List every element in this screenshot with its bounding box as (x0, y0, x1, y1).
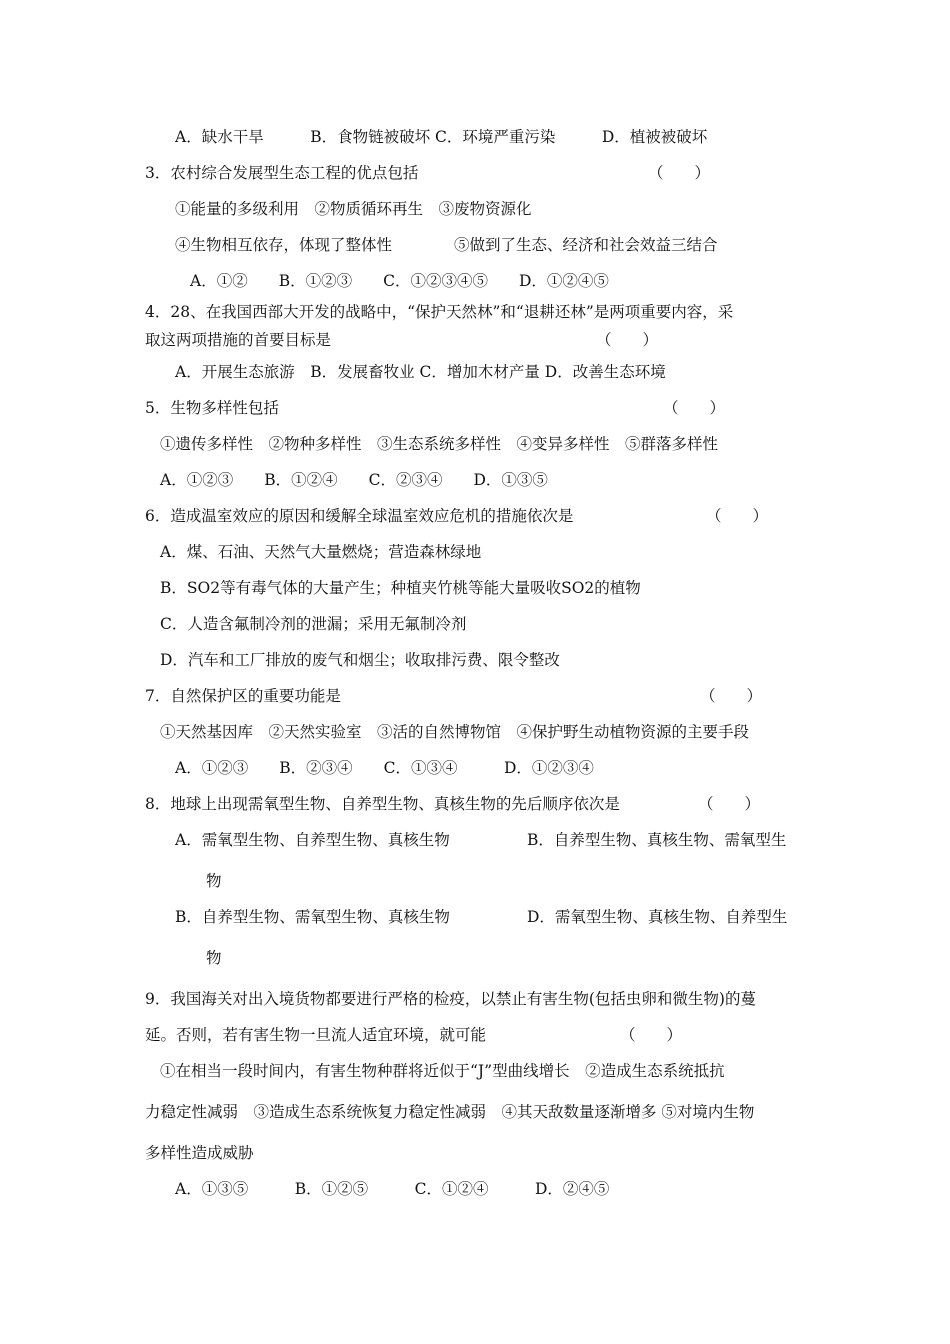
q6-answer-paren: （ ） (706, 507, 769, 525)
q4-answer-paren: （ ） (596, 331, 659, 349)
q5-stem: 5．生物多样性包括 (145, 399, 279, 417)
q6-option-c: C．人造含氟制冷剂的泄漏；采用无氟制冷剂 (160, 615, 467, 633)
q8-stem: 8．地球上出现需氧型生物、自养型生物、真核生物的先后顺序依次是 (145, 795, 620, 813)
q7-options: A．①②③ B．②③④ C．①③④ D．①②③④ (175, 759, 594, 777)
q8-option-a: A．需氧型生物、自养型生物、真核生物 (175, 831, 450, 849)
q8-option-b-wrap: 物 (206, 872, 222, 890)
q2-options: A．缺水干旱 B．食物链被破坏 C．环境严重污染 D．植被被破坏 (175, 128, 708, 146)
q8-option-d: D．需氧型生物、真核生物、自养型生 (527, 908, 788, 926)
q5-options: A．①②③ B．①②④ C．②③④ D．①③⑤ (160, 471, 548, 489)
q4-stem-2: 取这两项措施的首要目标是 (145, 331, 332, 349)
q3-options: A．①② B．①②③ C．①②③④⑤ D．①②④⑤ (190, 272, 609, 290)
q3-items-1: ①能量的多级利用 ②物质循环再生 ③废物资源化 (175, 200, 532, 218)
q9-stem-2: 延。否则，若有害生物一旦流人适宜环境，就可能 (145, 1026, 487, 1044)
q6-option-d: D．汽车和工厂排放的废气和烟尘；收取排污费、限令整改 (160, 651, 560, 669)
q7-items: ①天然基因库 ②天然实验室 ③活的自然博物馆 ④保护野生动植物资源的主要手段 (160, 723, 750, 741)
q7-stem: 7．自然保护区的重要功能是 (145, 687, 341, 705)
q4-options: A．开展生态旅游 B．发展畜牧业 C．增加木材产量 D．改善生态环境 (175, 363, 666, 381)
q8-option-b: B．自养型生物、真核生物、需氧型生 (527, 831, 787, 849)
q6-option-b: B．SO2等有毒气体的大量产生；种植夹竹桃等能大量吸收SO2的植物 (160, 579, 641, 597)
q9-items-2: 力稳定性减弱 ③造成生态系统恢复力稳定性减弱 ④其天敌数量逐渐增多 ⑤对境内生物 (145, 1103, 755, 1121)
q3-items-2: ④生物相互依存，体现了整体性 ⑤做到了生态、经济和社会效益三结合 (175, 236, 718, 254)
q8-option-c: B．自养型生物、需氧型生物、真核生物 (175, 908, 450, 926)
q9-answer-paren: （ ） (620, 1026, 683, 1044)
q9-options: A．①③⑤ B．①②⑤ C．①②④ D．②④⑤ (175, 1180, 610, 1198)
q6-stem: 6．造成温室效应的原因和缓解全球温室效应危机的措施依次是 (145, 507, 574, 525)
q9-items-1: ①在相当一段时间内，有害生物种群将近似于“J”型曲线增长 ②造成生态系统抵抗 (160, 1062, 725, 1080)
q8-option-d-wrap: 物 (206, 949, 222, 967)
q6-option-a: A．煤、石油、天然气大量燃烧；营造森林绿地 (160, 543, 482, 561)
q7-answer-paren: （ ） (700, 687, 763, 705)
q9-items-3: 多样性造成威胁 (145, 1144, 254, 1162)
q8-answer-paren: （ ） (698, 795, 761, 813)
q3-answer-paren: （ ） (648, 164, 711, 182)
q3-stem: 3．农村综合发展型生态工程的优点包括 (145, 164, 419, 182)
q5-items: ①遗传多样性 ②物种多样性 ③生态系统多样性 ④变异多样性 ⑤群落多样性 (160, 435, 719, 453)
q4-stem-1: 4．28、在我国西部大开发的战略中，“保护天然林”和“退耕还林”是两项重要内容，采 (145, 303, 734, 321)
q9-stem-1: 9．我国海关对出入境货物都要进行严格的检疫，以禁止有害生物(包括虫卵和微生物)的蔓 (145, 990, 756, 1008)
q5-answer-paren: （ ） (663, 399, 726, 417)
